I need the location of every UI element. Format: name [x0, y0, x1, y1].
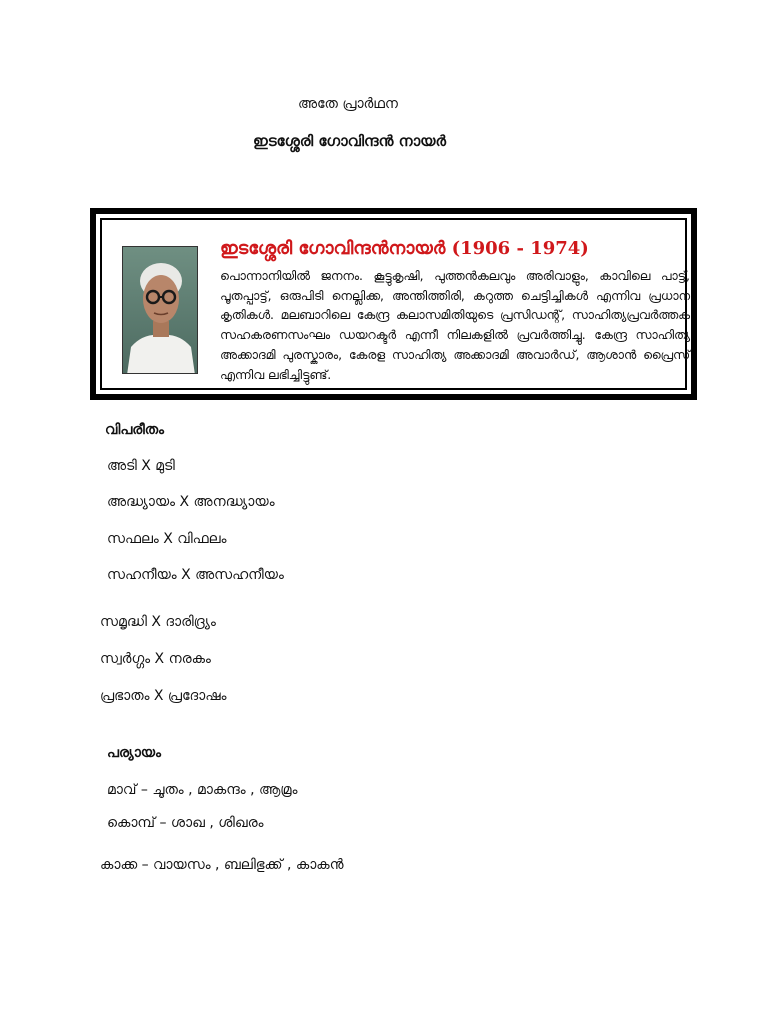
author-bio-inner	[100, 218, 690, 390]
antonym-item: സഹനീയം X അസഹനീയം	[107, 567, 284, 583]
bio-heading: ഇടശ്ശേരി ഗോവിന്ദൻനായർ (1906 - 1974)	[220, 238, 589, 259]
page-title: അതേ പ്രാർഥന	[298, 96, 398, 112]
author-bio-box	[90, 208, 697, 400]
antonym-item: അടി X മുടി	[107, 458, 175, 474]
author-photo	[122, 246, 198, 374]
synonyms-heading: പര്യായം	[107, 745, 161, 761]
antonym-item: സ്വർഗ്ഗം X നരകം	[100, 651, 211, 667]
synonym-item: കൊമ്പ് – ശാഖ , ശിഖരം	[107, 815, 264, 831]
antonym-item: സഫലം X വിഫലം	[107, 531, 227, 547]
antonyms-heading: വിപരീതം	[105, 422, 165, 438]
antonym-item: പ്രഭാതം X പ്രദോഷം	[100, 688, 227, 704]
antonym-item: അദ്ധ്യായം X അനദ്ധ്യായം	[107, 494, 275, 510]
bio-text: പൊന്നാനിയിൽ ജനനം. കൂട്ടുകൃഷി, പുത്തൻകലവും അരിവാളും, കാവിലെ പാട്ട്, പൂതപ്പാട്ട്, ഒരുപിടി നെല്ലിക്ക, അന്തിത്തിരി, കറുത്ത ചെട്ടിച്ചികൾ എന്നിവ പ്രധാന കൃതികൾ. മലബാറിലെ കേന്ദ്ര കലാസമിതിയുടെ പ്രസിഡന്റ്, സാഹിത്യപ്രവർത്തക സഹകരണസംഘം ഡയറക്ടർ എന്നീ നിലകളിൽ പ്രവർത്തിച്ചു. കേന്ദ്ര സാഹിത്യ അക്കാദമി പുരസ്കാരം, കേരള സാഹിത്യ അക്കാദമി അവാർഡ്, ആശാൻ പ്രൈസ് എന്നിവ ലഭിച്ചിട്ടുണ്ട്.	[220, 268, 690, 382]
author-name: ഇടശ്ശേരി ഗോവിന്ദൻ നായർ	[253, 132, 446, 150]
antonym-item: സമൃദ്ധി X ദാരിദ്ര്യം	[100, 614, 216, 630]
portrait-image	[123, 247, 198, 374]
synonym-item: മാവ് – ചൂതം , മാകന്ദം , ആമ്രം	[107, 782, 298, 798]
synonym-item: കാക്ക – വായസം , ബലിഭുക്ക് , കാകൻ	[100, 857, 344, 873]
